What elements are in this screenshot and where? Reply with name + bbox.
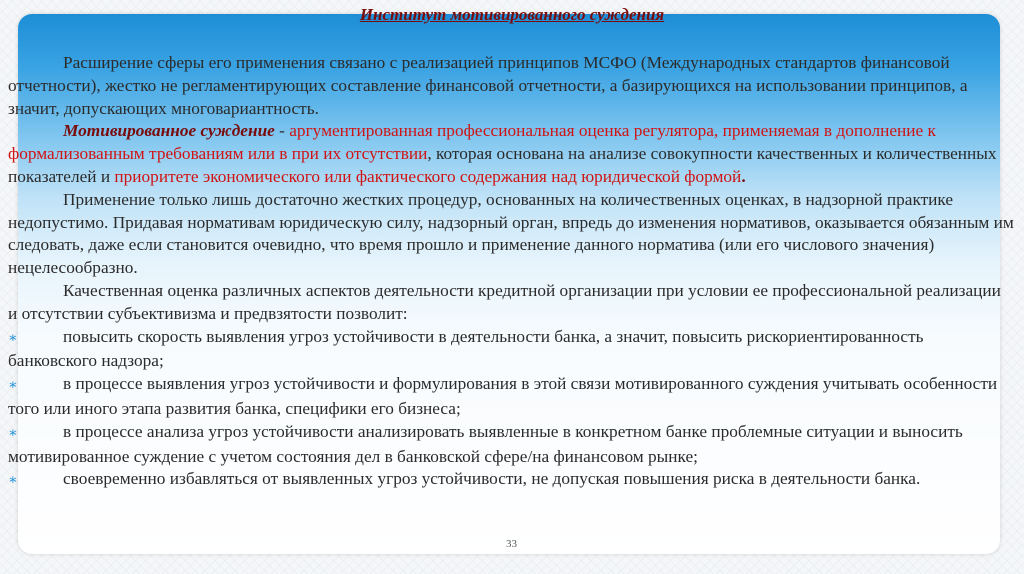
paragraph-msfo: Расширение сферы его применения связано с реализацией принципов МСФО (Международных стандартов финансовой отчетности), жестко не регламентирующих составление финансовой отчетности, а базирующихся на использовании принципов, а значит, допускающих многовариантность. xyxy=(8,53,968,118)
definition-highlight: аргументированная профессиональная оценка регулятора, применяемая в дополнение к формализованным требованиям или в при их отсутствии xyxy=(8,121,936,164)
bullet-star-icon: ∗ xyxy=(8,473,18,489)
slide-title: Институт мотивированного суждения xyxy=(359,5,665,24)
term-motivated-judgment: Мотивированное суждение xyxy=(63,121,275,141)
bullet-star-icon: ∗ xyxy=(8,330,18,346)
paragraph-definition: Мотивированное суждение - аргументированная профессиональная оценка регулятора, применяемая в дополнение к формализованным требованиям или в при их отсутствии, которая основана на анализе совокупности качественных и количественных показателей и приоритете экономического или фактического содержания над юридической формой. xyxy=(8,121,997,186)
paragraph-quality: Качественная оценка различных аспектов деятельности кредитной организации при условии ее профессиональной реализации и отсутствии субъективизма и предвзятости позволит: xyxy=(8,280,1001,323)
bullet-item: ∗ в процессе выявления угроз устойчивости и формулирования в этой связи мотивированного суждения учитывать особенности того или иного этапа развития банка, специфики его бизнеса; xyxy=(8,374,998,418)
bullet-star-icon: ∗ xyxy=(8,425,18,441)
bullet-item: ∗ в процессе анализа угроз устойчивости анализировать выявленные в конкретном банке проблемные ситуации и выносить мотивированное суждение с учетом состояния дел в банковской сфере/на финансовом рынке; xyxy=(8,421,963,466)
page-number: 33 xyxy=(506,538,517,550)
bullet-item: ∗ повысить скорость выявления угроз устойчивости в деятельности банка, а значит, повысить рискориентированность банковского надзора; xyxy=(8,326,924,371)
bullet-star-icon: ∗ xyxy=(8,378,18,394)
bullet-item: ∗ своевременно избавляться от выявленных угроз устойчивости, не допуская повышения риска в деятельности банка. xyxy=(8,468,1014,493)
slide-body xyxy=(8,52,1014,493)
paragraph-procedures: Применение только лишь достаточно жестких процедур, основанных на количественных оценках, в надзорной практике недопустимо. Придавая нормативам юридическую силу, надзорный орган, впредь до изменения нормативов, оказывается обязанным им следовать, даже если становится очевидно, что время прошло и применение данного норматива (или его числового значения) нецелесообразно. xyxy=(8,189,1014,278)
priority-highlight: приоритете экономического или фактического содержания над юридической формой xyxy=(114,166,742,186)
